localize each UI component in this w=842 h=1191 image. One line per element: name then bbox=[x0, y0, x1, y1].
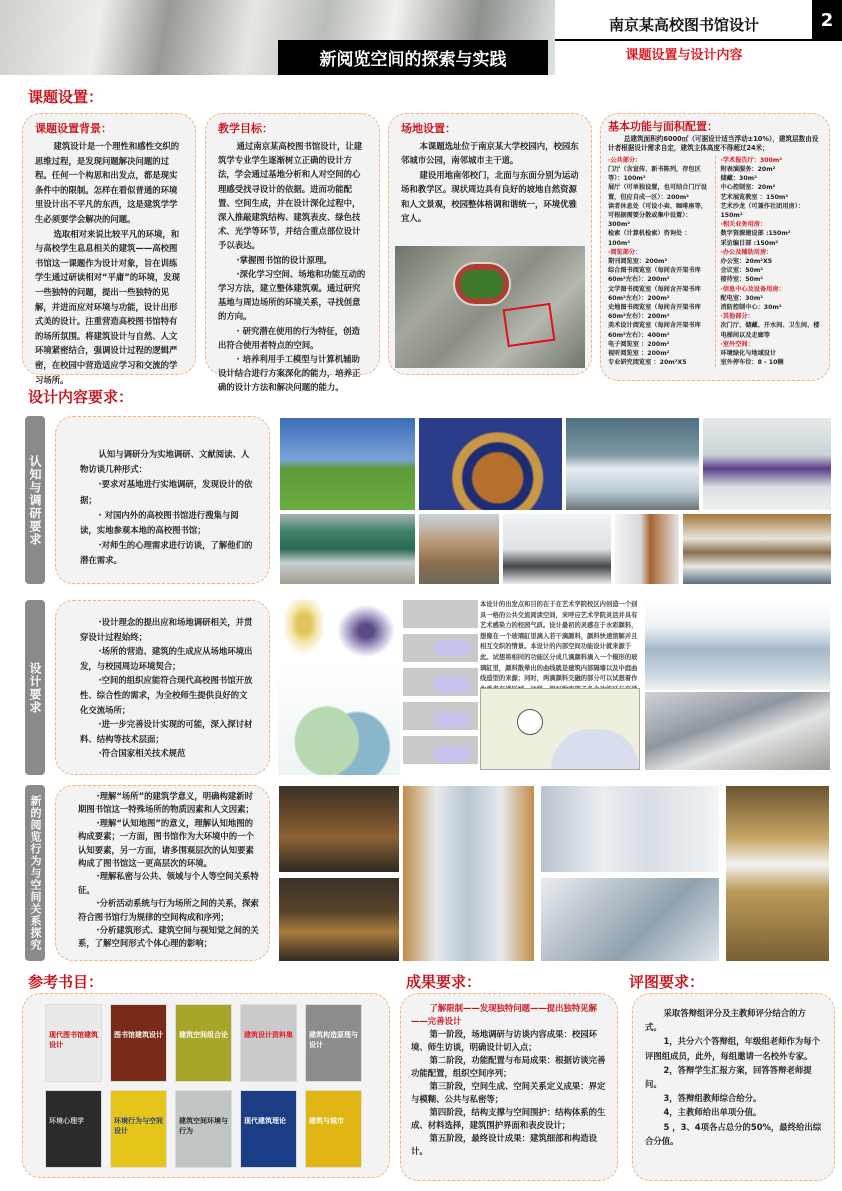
case-photo-reading-hall bbox=[702, 417, 832, 511]
book-cover bbox=[175, 1090, 232, 1168]
paragraph: 第三阶段，空间生成、空间关系定义成果：界定与模糊、公共与私密等； bbox=[411, 1081, 606, 1104]
page-subtitle: 课题设置与设计内容 bbox=[625, 48, 743, 63]
book-title: 建筑空间环境与行为 bbox=[179, 1117, 228, 1135]
program-item: 室外停车位：8 - 10辆 bbox=[720, 359, 784, 367]
reading-behavior-text bbox=[78, 790, 261, 951]
case-photo-curved-balconies bbox=[614, 513, 680, 585]
paragraph: ·理解私密与公共、领域与个人等空间关系特征。 bbox=[78, 871, 259, 895]
goals-text bbox=[218, 139, 367, 395]
program-item: 采访编目部 :150m² bbox=[720, 239, 779, 247]
book-title: 建筑构造原理与设计 bbox=[309, 1031, 358, 1049]
book-title: 环境心理学 bbox=[49, 1117, 84, 1125]
book-title: 图书馆建筑设计 bbox=[114, 1031, 163, 1039]
site-box bbox=[388, 113, 592, 375]
program-item: 数字资源建设部 :150m² bbox=[720, 230, 791, 238]
book-cover bbox=[110, 1004, 167, 1082]
program-item: 接待室：50m² bbox=[720, 276, 764, 284]
program-category: ·学术报告厅：300m² bbox=[720, 156, 783, 164]
program-item: 专业研究阅览室 ：20m²X5 bbox=[608, 359, 687, 367]
paragraph: ·分析活动系统与行为场所之间的关系，探索符合图书馆行为规律的空间构成和序列； bbox=[78, 898, 259, 922]
references-heading: 参考书目： bbox=[28, 973, 104, 991]
program-item: 会议室：50m² bbox=[720, 267, 764, 275]
paragraph: 3，答辩组教师综合给分。 bbox=[663, 1093, 762, 1104]
design-heading: 设计内容要求： bbox=[28, 388, 134, 406]
program-item: 文学图书阅览室（每间含开架书库60m²左右）：200m² bbox=[608, 285, 701, 302]
case-photo-delft-library bbox=[279, 417, 416, 511]
paragraph: 5 ，3、4项各占总分的50%，最终给出综合分值。 bbox=[645, 1121, 822, 1146]
case-photo-white-interior bbox=[502, 513, 612, 585]
case-photo-timber-atrium bbox=[682, 513, 832, 585]
book-title: 环境行为与空间设计 bbox=[114, 1117, 163, 1135]
program-item: 中心控制室：20m² bbox=[720, 184, 776, 192]
interior-render-warm-2 bbox=[278, 877, 400, 962]
review-heading: 评图要求： bbox=[629, 973, 705, 991]
program-category: ·其他部分： bbox=[720, 313, 754, 321]
site-text bbox=[401, 139, 579, 225]
research-text bbox=[80, 447, 255, 569]
page-title: 南京某高校图书馆设计 bbox=[608, 16, 759, 34]
program-item: 综合图书阅览室（每间含开架书库60m²左右）：200m² bbox=[608, 267, 701, 284]
paragraph: ·理解“认知地图”的意义，理解认知地图的构成要素；一方面，图书馆作为大环境中的一个认知要素，另一方面，诸多围观层次的认知要素构成了图书馆这一更高层次的环境。 bbox=[78, 817, 254, 869]
program-item: 办公室：20m²X5 bbox=[720, 258, 773, 266]
book-cover bbox=[305, 1004, 362, 1082]
teaching-goals-box bbox=[205, 113, 380, 393]
atrium-render-aerial bbox=[540, 877, 720, 962]
paragraph: 选取相对来说比较平凡的环境，和与高校学生息息相关的建筑——高校图书馆这一课题作为设计对象，旨在训练学生通过研读相对“平庸”的环境，发现一些独特的问题，提出一些独特的见解，并进而应对环境与功能，设计出形式美的设计。注重营造高校图书馆特有的场所氛围。将建筑设计与自然、人文环境紧密结合，强调设计过程的逻辑严密，在校园中营造适应学习和交流的学习场所。 bbox=[35, 228, 181, 385]
program-category: ·相关业务用房： bbox=[720, 221, 767, 229]
paragraph: ·掌握图书馆的设计原理。 bbox=[236, 254, 332, 265]
atrium-render-bright bbox=[540, 785, 720, 873]
project-description: 本设计的出发点和目的在于在艺术学院校区内创造一个别具一格的公共交流阅读空间，来呼应艺术学院灵活并具有艺术感染力的校园气质。设计最初的灵感在于水彩颜料，想像在一个玻璃缸里滴入若干滴颜料，颜料快速溶解并且相互交织的情景。本设计的内部空间功能设计就来源于此。试想将相同的功能区分成几滴颜料滴入一个模形的玻璃缸里，颜料散晕出的曲线就是建筑内部隔墙以及中庭曲线造型的来源；同时，两滴颜料交融的部分可以试想着作 bbox=[480, 601, 638, 683]
background-title: 课题设置背景： bbox=[35, 122, 112, 135]
program-item: 艺术沙龙（可兼作社团用房）：150m² bbox=[720, 202, 805, 220]
row-tab-reading-behavior: 新的阅览行为与空间关系探究 bbox=[25, 785, 45, 961]
paragraph: ·深化学习空间、场地和功能互动的学习方法，建立整体建筑观。通过研究基地与周边场所的环境关系，寻找创意的方向。 bbox=[218, 268, 366, 322]
book-cover bbox=[175, 1004, 232, 1082]
book-title: 现代建筑理论 bbox=[244, 1117, 286, 1125]
paragraph: · 研究潜在使用的行为特征，创造出符合使用者特点的空间。 bbox=[218, 325, 360, 350]
sports-field bbox=[453, 262, 511, 306]
paragraph: ·进一步完善设计实现的可能，深入探讨材料、结构等技术层面； bbox=[80, 719, 253, 744]
program-item: 期刊阅览室：200m² bbox=[608, 258, 668, 266]
design-requirements-text bbox=[80, 615, 255, 761]
review-text bbox=[645, 1006, 822, 1148]
results-text bbox=[411, 1028, 609, 1158]
paragraph: 建筑设计是一个理性和感性交织的思维过程，是发现问题解决问题的过程。任何一个构思和出发点，都是现实条件中的限制。怎样在看似普通的环境里设计出不平凡的东西，这是建筑学学生必须要学会解决的问题。 bbox=[35, 141, 180, 224]
book-cover bbox=[305, 1090, 362, 1168]
site-boundary-outline bbox=[503, 303, 556, 347]
interior-render-warm-1 bbox=[278, 785, 400, 873]
program-category: ·办公及辅助用房： bbox=[720, 248, 773, 256]
book-cover bbox=[240, 1090, 297, 1168]
book-title: 建筑设计资料集 bbox=[244, 1031, 293, 1039]
paragraph: ·理解“场所”的建筑学意义，明确构建新时期图书馆这一特殊场所的物质因素和人文因素； bbox=[78, 791, 254, 815]
program-list-right bbox=[721, 156, 823, 368]
paragraph: ·要求对基地进行实地调研，发现设计的依据； bbox=[80, 479, 253, 505]
book-cover bbox=[45, 1004, 102, 1082]
program-item: 读者休息处（可设小卖、咖啡座等，可根据需要分散或集中设置）：300m² bbox=[608, 202, 707, 229]
program-item: 视听阅览室 ：200m² bbox=[608, 350, 670, 358]
program-item: 门厅（含宣传、新书陈列，存包区等）：100m² bbox=[608, 166, 701, 183]
case-photo-library-render bbox=[565, 417, 700, 511]
program-item: 消防控制中心：30m² bbox=[720, 304, 782, 312]
paragraph: · 对国内外的高校图书馆进行搜集与阅读，实地参观本地的高校图书馆； bbox=[80, 509, 239, 536]
topic-background-box bbox=[22, 113, 196, 385]
book-title: 建筑与城市 bbox=[309, 1117, 344, 1125]
program-item: 美术设计阅览室（每间含开架书库60m²左右）：400m² bbox=[608, 322, 701, 339]
paragraph: 2，答辩学生汇报方案，回答答辩老师提问。 bbox=[645, 1064, 812, 1090]
building-section-render bbox=[402, 785, 535, 962]
paragraph: 第四阶段，结构支撑与空间围护：结构体系的生成、材料选择，建筑围护界面和表皮设计； bbox=[411, 1107, 606, 1130]
program-box bbox=[600, 113, 830, 381]
site-map-image bbox=[395, 246, 585, 368]
design-requirements-box bbox=[55, 600, 270, 775]
results-flow: 了解限制——发现独特问题——提出独特见解——完善设计 bbox=[411, 1003, 597, 1026]
reading-behavior-box bbox=[55, 785, 270, 961]
floor-plan-drawing bbox=[480, 688, 640, 770]
paragraph: 建设用地南邻校门，北面与东面分别为运动场和教学区。现状周边具有良好的坡地自然资源和人文景观，校园整体格调和谐统一，环境优雅宜人。 bbox=[401, 169, 579, 224]
paragraph: 采取答辩组评分及主教师评分结合的方式。 bbox=[645, 1008, 806, 1033]
references-box bbox=[22, 993, 390, 1178]
case-photo-green-glass-library bbox=[279, 513, 416, 585]
paragraph: ·空间的组织应能符合现代高校图书馆开放性、综合性的需求，为全校师生提供良好的文化交流场所； bbox=[80, 675, 253, 715]
program-category: ·室外空间： bbox=[720, 340, 754, 348]
program-category: ·信息中心及设备用房： bbox=[720, 285, 785, 293]
program-item: 电子阅览室 ：200m² bbox=[608, 340, 670, 348]
book-cover bbox=[240, 1004, 297, 1082]
column-divider bbox=[715, 156, 716, 368]
row-tab-design: 设计要求 bbox=[25, 600, 45, 775]
paragraph: 第五阶段，最终设计成果：建筑细部和构造设计。 bbox=[411, 1133, 597, 1156]
paragraph: 第二阶段，功能配置与布局成果：根据访谈完善功能配置，组织空间序列； bbox=[411, 1055, 606, 1078]
program-item: 史地图书阅览室（每间含开架书库60m²左右）：200m² bbox=[608, 304, 701, 321]
case-photo-atrium-aerial bbox=[418, 417, 563, 511]
building-exterior-render bbox=[645, 600, 830, 690]
research-box bbox=[55, 416, 270, 584]
results-heading: 成果要求： bbox=[406, 973, 482, 991]
background-text bbox=[35, 139, 183, 387]
program-item: 附表演服务：20m² bbox=[720, 166, 776, 174]
results-box bbox=[400, 993, 618, 1181]
program-item: 储藏：30m² bbox=[720, 175, 757, 183]
title-divider bbox=[555, 39, 842, 41]
page-number: 2 bbox=[812, 0, 842, 40]
paragraph: 本课题选址位于南京某大学校园内，校园东邻城市公园，南邻城市主干道。 bbox=[401, 141, 579, 166]
building-interior-render bbox=[645, 692, 830, 770]
banner-title: 新阅览空间的探索与实践 bbox=[278, 40, 548, 75]
program-item: 检索（计算机检索）咨询处 ：100m² bbox=[608, 230, 691, 247]
concept-paint-drop-purple bbox=[332, 600, 400, 662]
paragraph: ·符合国家相关技术规范 bbox=[98, 748, 186, 759]
site-title: 场地设置： bbox=[401, 122, 456, 135]
interior-render-stairs bbox=[725, 785, 830, 962]
book-cover bbox=[45, 1090, 102, 1168]
paragraph: · 培养利用手工模型与计算机辅助设计结合进行方案深化的能力，培养正确的设计方法和解决问题的能力。 bbox=[218, 354, 361, 393]
program-category: ·阅览部分： bbox=[608, 248, 642, 256]
concept-diagram-sequence bbox=[403, 600, 478, 770]
book-title: 现代图书馆建筑设计 bbox=[49, 1031, 98, 1049]
program-list-left bbox=[608, 156, 710, 368]
program-category: ·公共部分： bbox=[608, 156, 642, 164]
paragraph: ·设计理念的提出应和场地调研相关，并贯穿设计过程始终； bbox=[80, 617, 253, 642]
concept-paint-drop-yellow bbox=[278, 600, 330, 660]
program-item: 艺术展览教室 ：150m² bbox=[720, 193, 789, 201]
program-item: 次门厅、储藏、开水间、卫生间、楼电梯间以及走廊等 bbox=[720, 322, 820, 339]
paragraph: ·场所的营造、建筑的生成应从场地环境出发，与校园周边环境契合； bbox=[80, 646, 253, 671]
review-box bbox=[632, 993, 835, 1181]
program-title: 基本功能与面积配置： bbox=[608, 120, 718, 133]
book-cover bbox=[110, 1090, 167, 1168]
paragraph: 第一阶段，场地调研与访谈内容成果：校园环境、师生访谈，明确设计切入点； bbox=[411, 1029, 597, 1052]
program-item: 配电室：30m² bbox=[720, 294, 764, 302]
topic-heading: 课题设置： bbox=[28, 88, 104, 106]
paragraph: 1，共分六个答辩组，年级组老师作为每个评图组成员，此外，每组邀请一名校外专家。 bbox=[645, 1036, 821, 1061]
program-intro: 总建筑面积约6000㎡（可据设计适当浮动±10%），建筑层数由设计者根据设计需求自定，建筑主体高度不得超过24米； bbox=[608, 135, 819, 153]
paragraph: ·对师生的心理需求进行访谈，了解他们的潜在需求。 bbox=[80, 540, 253, 566]
program-item: 展厅（可单独设置，也可结合门厅设置，但应自成一区）：200m² bbox=[608, 184, 707, 201]
case-photo-campus-library bbox=[418, 513, 500, 585]
goals-title: 教学目标： bbox=[218, 122, 273, 135]
book-title: 建筑空间组合论 bbox=[179, 1031, 228, 1039]
paragraph: ·分析建筑形式、建筑空间与视知觉之间的关系，了解空间形式个体心理的影响； bbox=[78, 925, 259, 949]
row-tab-research: 认知与调研要求 bbox=[25, 416, 45, 584]
program-item: 环境绿化与地域设计 bbox=[720, 350, 777, 358]
paragraph: 认知与调研分为实地调研、文献阅读、人物访谈几种形式： bbox=[80, 449, 250, 475]
paragraph: 4，主教师给出单项分值。 bbox=[663, 1107, 762, 1118]
concept-paint-pour-model bbox=[278, 662, 400, 775]
paragraph: 通过南京某高校图书馆设计，让建筑学专业学生逐渐树立正确的设计方法，学会通过基地分析和人对空间的心理感受找寻设计的依据。进而功能配置、空间生成，并在设计深化过程中，深入推敲建筑结构、建筑表皮、绿色技术、光学等环节，并结合重点部位设计予以表达。 bbox=[218, 141, 363, 251]
